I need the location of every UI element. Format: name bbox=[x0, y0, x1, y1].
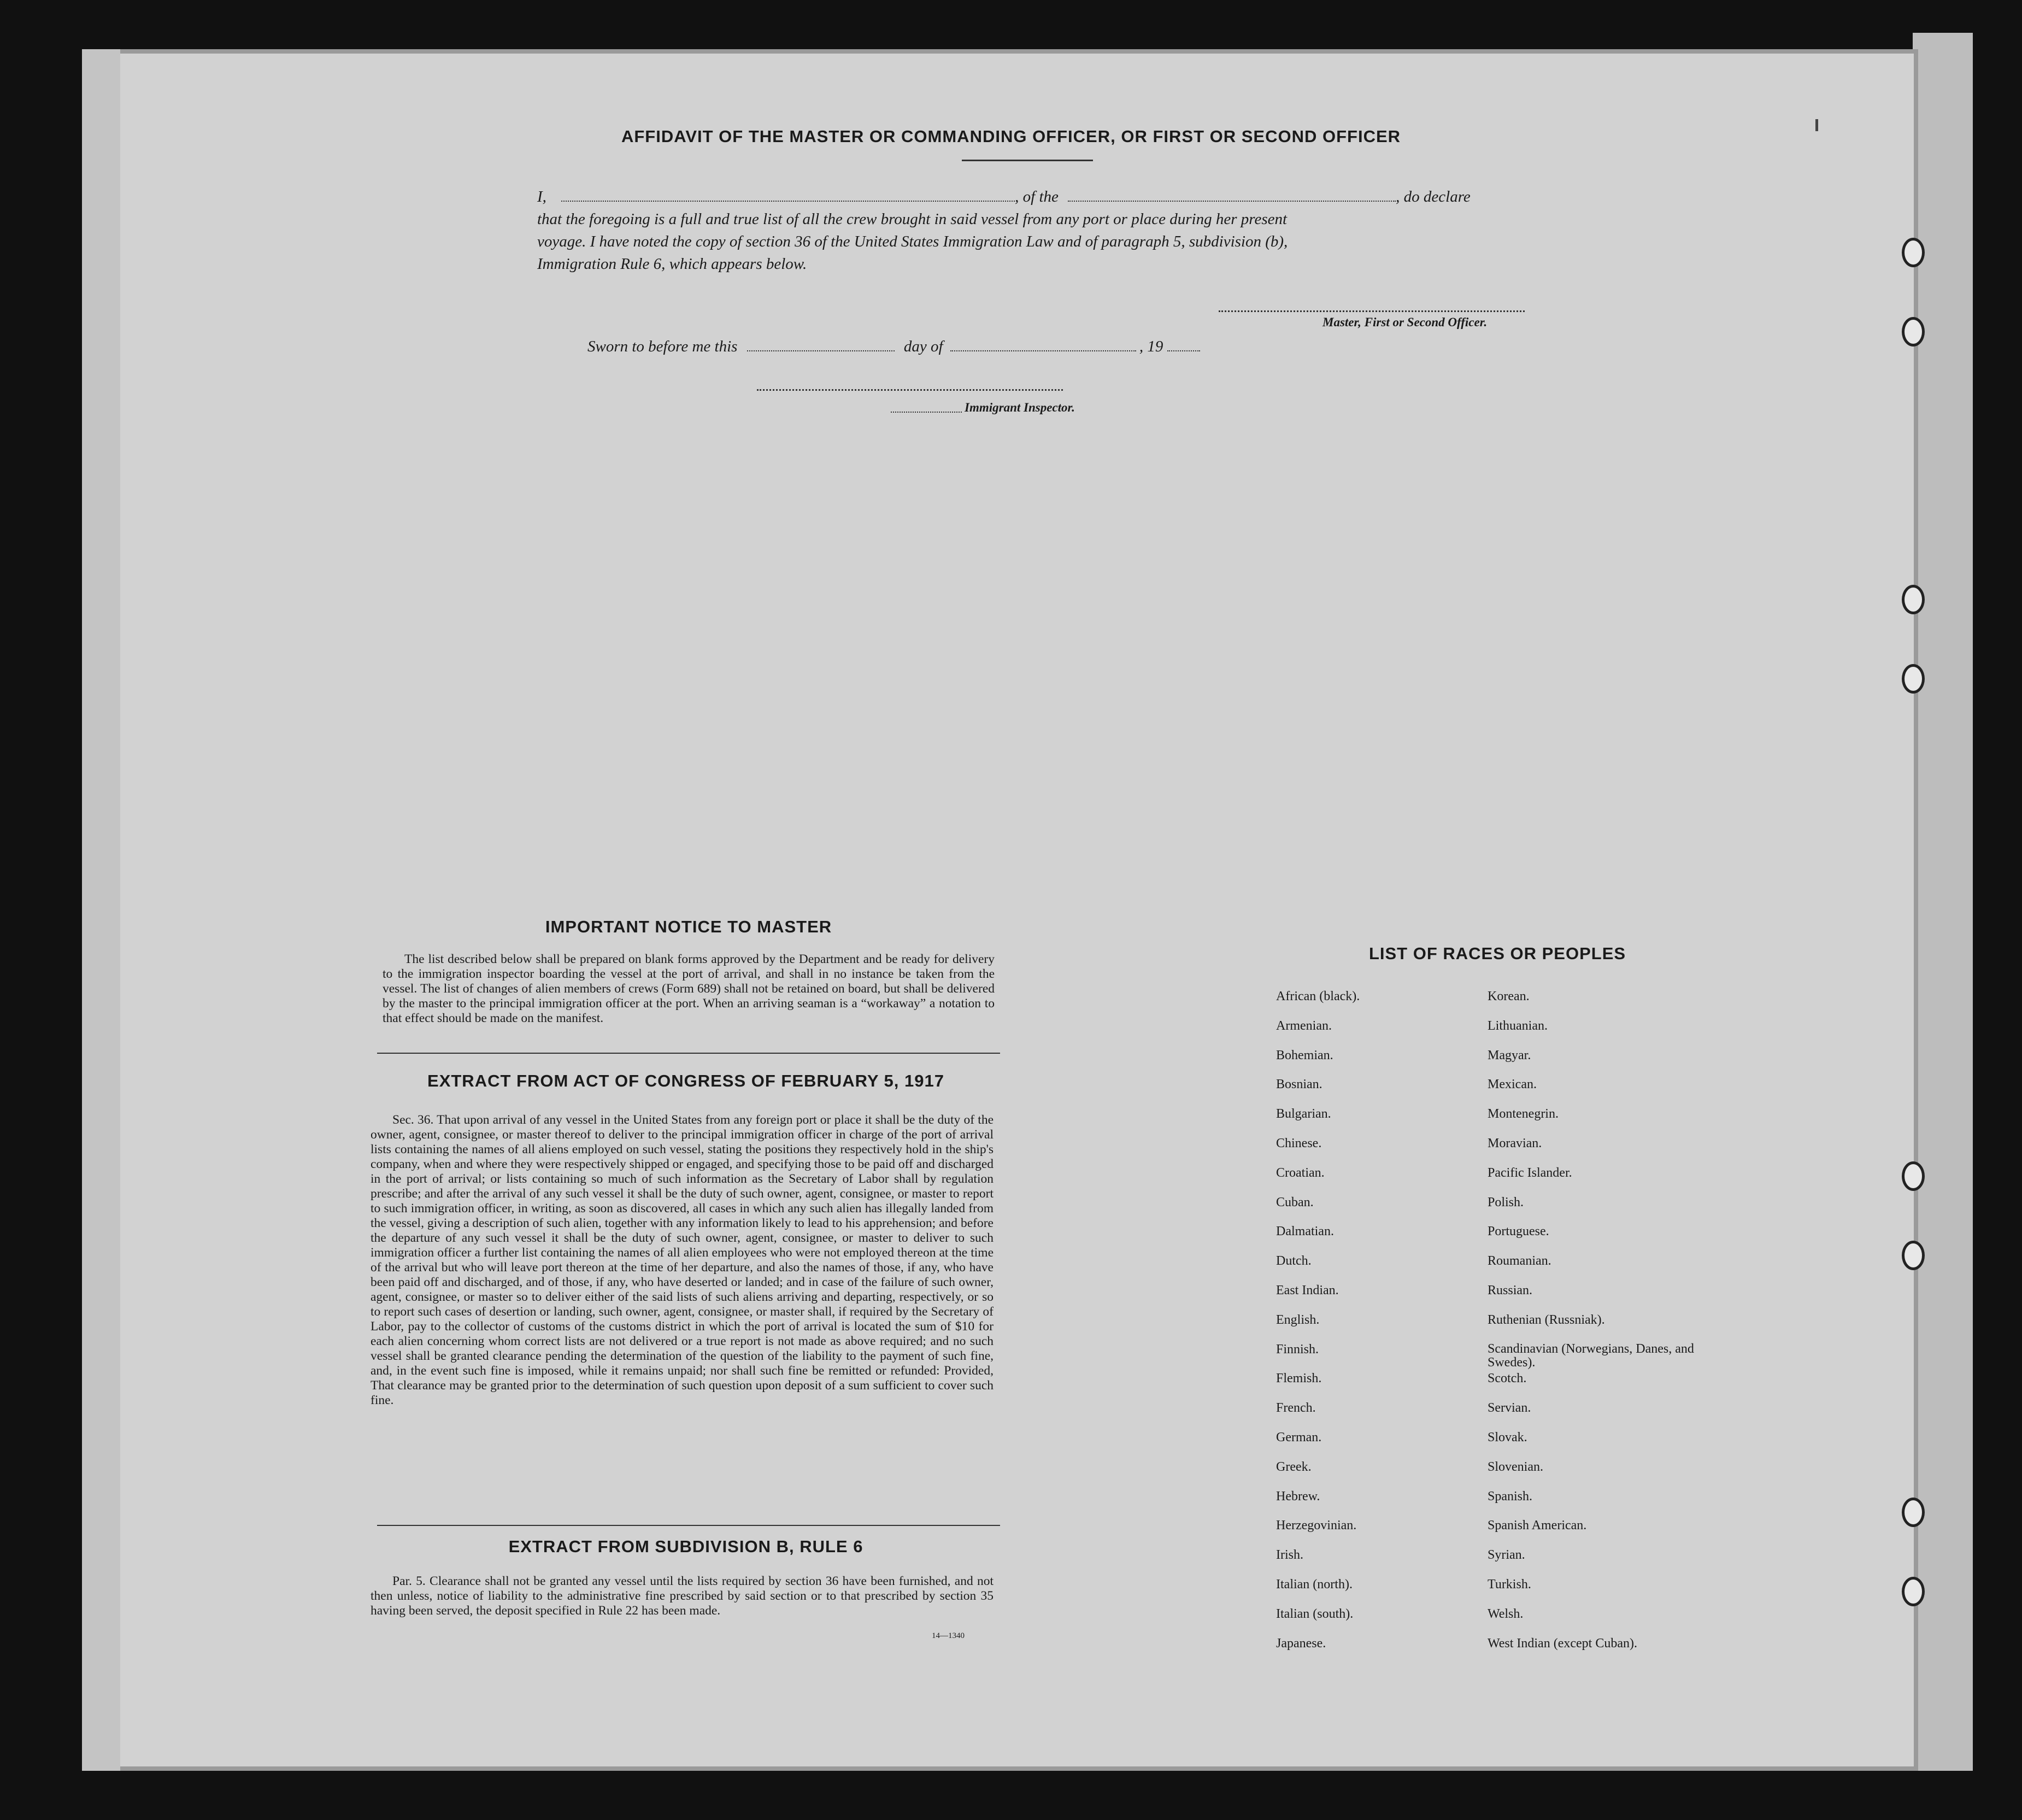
race-item: Moravian. bbox=[1488, 1136, 1542, 1150]
affidavit-line-4: Immigration Rule 6, which appears below. bbox=[537, 255, 807, 273]
race-item: Dalmatian. bbox=[1276, 1224, 1334, 1239]
race-item: Japanese. bbox=[1276, 1636, 1326, 1651]
punch-hole bbox=[1902, 1241, 1925, 1270]
race-item: Greek. bbox=[1276, 1459, 1312, 1474]
affidavit-line-1 bbox=[537, 186, 1559, 208]
race-item: Chinese. bbox=[1276, 1136, 1322, 1150]
race-item: Pacific Islander. bbox=[1488, 1165, 1572, 1180]
race-item: Spanish American. bbox=[1488, 1518, 1587, 1533]
race-item: Bulgarian. bbox=[1276, 1107, 1331, 1122]
race-item: Bosnian. bbox=[1276, 1077, 1322, 1092]
race-item: Korean. bbox=[1488, 989, 1530, 1003]
race-item: Hebrew. bbox=[1276, 1489, 1320, 1504]
race-item: Roumanian. bbox=[1488, 1254, 1551, 1269]
race-item: Mexican. bbox=[1488, 1077, 1537, 1092]
race-item: Bohemian. bbox=[1276, 1048, 1333, 1062]
affidavit-title: AFFIDAVIT OF THE MASTER OR COMMANDING OFFICER, OR FIRST OR SECOND OFFICER bbox=[621, 127, 1401, 146]
race-item: Spanish. bbox=[1488, 1489, 1533, 1504]
punch-hole bbox=[1902, 1161, 1925, 1191]
race-item: Portuguese. bbox=[1488, 1224, 1549, 1239]
inspector-signature-line[interactable] bbox=[757, 389, 1063, 391]
race-item: Armenian. bbox=[1276, 1018, 1332, 1033]
race-item: Magyar. bbox=[1488, 1048, 1531, 1062]
form-number: 14—1340 bbox=[932, 1631, 965, 1640]
officer-signature-line[interactable] bbox=[1219, 310, 1525, 312]
officer-signature-caption: Master, First or Second Officer. bbox=[1322, 315, 1488, 329]
punch-hole bbox=[1902, 664, 1925, 694]
name-blank[interactable] bbox=[561, 200, 1015, 202]
punch-hole bbox=[1902, 238, 1925, 267]
notice-body: The list described below shall be prepared on blank forms approved by the Department and be ready for delivery to the immigration inspector boarding the vessel at the port of arrival, and shall in no instance be taken from the vessel. The list of changes of alien members of crews (Form 689) shall not be retained on board, but shall be delivered by the master to the principal immigration officer at the port. When an arriving seaman is a “workaway” a notation to that effect should be made on the manifest. bbox=[383, 952, 995, 1025]
sworn-line bbox=[587, 338, 1200, 356]
race-item: English. bbox=[1276, 1312, 1320, 1327]
binding-strip bbox=[82, 49, 120, 1771]
affidavit-line-3: voyage. I have noted the copy of section 36 of the United States Immigration Law and of paragraph 5, subdivision (b), bbox=[537, 233, 1288, 250]
punch-hole bbox=[1902, 317, 1925, 347]
race-item: Italian (north). bbox=[1276, 1577, 1353, 1592]
sworn-day-of: day of bbox=[903, 338, 943, 355]
race-item: Ruthenian (Russniak). bbox=[1488, 1312, 1605, 1327]
race-item: French. bbox=[1276, 1401, 1316, 1416]
race-item: West Indian (except Cuban). bbox=[1488, 1636, 1637, 1651]
sworn-year-prefix: , 19 bbox=[1139, 338, 1163, 355]
title-rule bbox=[962, 160, 1093, 161]
inspector-caption: Immigrant Inspector. bbox=[965, 401, 1075, 414]
race-item: Syrian. bbox=[1488, 1548, 1525, 1563]
section-rule bbox=[377, 1053, 1000, 1054]
race-item: Servian. bbox=[1488, 1401, 1531, 1416]
race-item: Herzegovinian. bbox=[1276, 1518, 1357, 1533]
affidavit-body bbox=[537, 186, 1559, 275]
races-left-column bbox=[1276, 989, 1456, 1665]
race-item: East Indian. bbox=[1276, 1283, 1339, 1298]
vessel-blank[interactable] bbox=[1068, 200, 1396, 202]
race-item: Flemish. bbox=[1276, 1371, 1322, 1386]
sworn-month-blank[interactable] bbox=[950, 350, 1136, 351]
affidavit-i: I, bbox=[537, 188, 546, 206]
inspector-short-line bbox=[891, 412, 962, 413]
race-item: Croatian. bbox=[1276, 1165, 1325, 1180]
tick-mark bbox=[1815, 119, 1818, 131]
race-item: Turkish. bbox=[1488, 1577, 1531, 1592]
act-extract-body: Sec. 36. That upon arrival of any vessel in the United States from any foreign port or place it shall be the duty of the owner, agent, consignee, or master thereof to deliver to the principal immigration officer in charge of the port of arrival lists containing the names of all aliens employed on such vessel, stating the positions they respectively hold in the ship's company, when and where they were respectively shipped or engaged, and specifying those to be paid off and discharged in the port of arrival; or lists containing so much of such information as the Secretary of Labor shall by regulation prescribe; and after the arrival of any such vessel it shall be the duty of such owner, agent, consignee, or master to report to such immigration officer, in writing, as soon as discovered, all cases in which any such alien has illegally landed from the vessel, giving a description of such alien, together with any information likely to lead to his apprehension; and before the departure of any such vessel it shall be the duty of such owner, agent, consignee, or master to deliver to such immigration officer a further list containing the names of all alien employees who were not employed thereon at the time of the arrival but who will leave port thereon at the time of her departure, and also the names of those, if any, who have been paid off and discharged, and of those, if any, who have deserted or landed; and in case of the failure of such owner, agent, consignee, or master so to deliver either of the said lists of such aliens arriving and departing, respectively, or so to report such cases of desertion or landing, such owner, agent, consignee, or master shall, if required by the Secretary of Labor, pay to the collector of customs of the customs district in which the port of arrival is located the sum of $10 for each alien concerning whom correct lists are not delivered or a true report is not made as above required; and no such vessel shall be granted clearance pending the determination of the question of the liability to the payment of such fine, and, in the event such fine is imposed, while it remains unpaid; nor shall such fine be remitted or refunded: Provided, That clearance may be granted prior to the determination of such question upon deposit of a sum sufficient to cover such fine. bbox=[371, 1113, 994, 1407]
punch-hole bbox=[1902, 585, 1925, 614]
race-item: Finnish. bbox=[1276, 1342, 1319, 1357]
races-title: LIST OF RACES OR PEOPLES bbox=[1368, 944, 1626, 963]
sworn-year-blank[interactable] bbox=[1167, 350, 1200, 351]
race-item: Irish. bbox=[1276, 1548, 1303, 1563]
sworn-prefix: Sworn to before me this bbox=[587, 338, 738, 355]
act-extract-title: EXTRACT FROM ACT OF CONGRESS OF FEBRUARY 5, 1917 bbox=[427, 1071, 944, 1090]
race-item: Dutch. bbox=[1276, 1254, 1312, 1269]
race-item: Lithuanian. bbox=[1488, 1018, 1548, 1033]
affidavit-line-2: that the foregoing is a full and true list of all the crew brought in said vessel from any port or place during her present bbox=[537, 210, 1288, 228]
race-item: German. bbox=[1276, 1430, 1322, 1445]
races-right-column bbox=[1488, 989, 1717, 1665]
race-item: Cuban. bbox=[1276, 1195, 1314, 1210]
affidavit-do-declare: , do declare bbox=[1396, 188, 1471, 206]
rule-extract-body: Par. 5. Clearance shall not be granted any vessel until the lists required by section 36 have been furnished, and not then unless, notice of liability to the administrative fine prescribed by said section or to that prescribed by section 35 having been served, the deposit specified in Rule 22 has been made. bbox=[371, 1574, 994, 1618]
affidavit-of-the: , of the bbox=[1015, 188, 1059, 206]
race-item: Polish. bbox=[1488, 1195, 1524, 1210]
section-rule bbox=[377, 1525, 1000, 1526]
race-item: African (black). bbox=[1276, 989, 1360, 1003]
race-item: Slovak. bbox=[1488, 1430, 1527, 1445]
race-item: Slovenian. bbox=[1488, 1459, 1543, 1474]
sworn-day-blank[interactable] bbox=[747, 350, 895, 351]
race-item: Welsh. bbox=[1488, 1606, 1524, 1621]
race-item: Scandinavian (Norwegians, Danes, and Swedes). bbox=[1488, 1341, 1694, 1370]
race-item: Scotch. bbox=[1488, 1371, 1527, 1386]
notice-title: IMPORTANT NOTICE TO MASTER bbox=[545, 917, 832, 936]
punch-hole bbox=[1902, 1498, 1925, 1527]
race-item: Montenegrin. bbox=[1488, 1107, 1559, 1122]
race-item: Russian. bbox=[1488, 1283, 1533, 1298]
rule-extract-title: EXTRACT FROM SUBDIVISION B, RULE 6 bbox=[508, 1537, 863, 1556]
punch-hole bbox=[1902, 1577, 1925, 1606]
race-item: Italian (south). bbox=[1276, 1606, 1354, 1621]
